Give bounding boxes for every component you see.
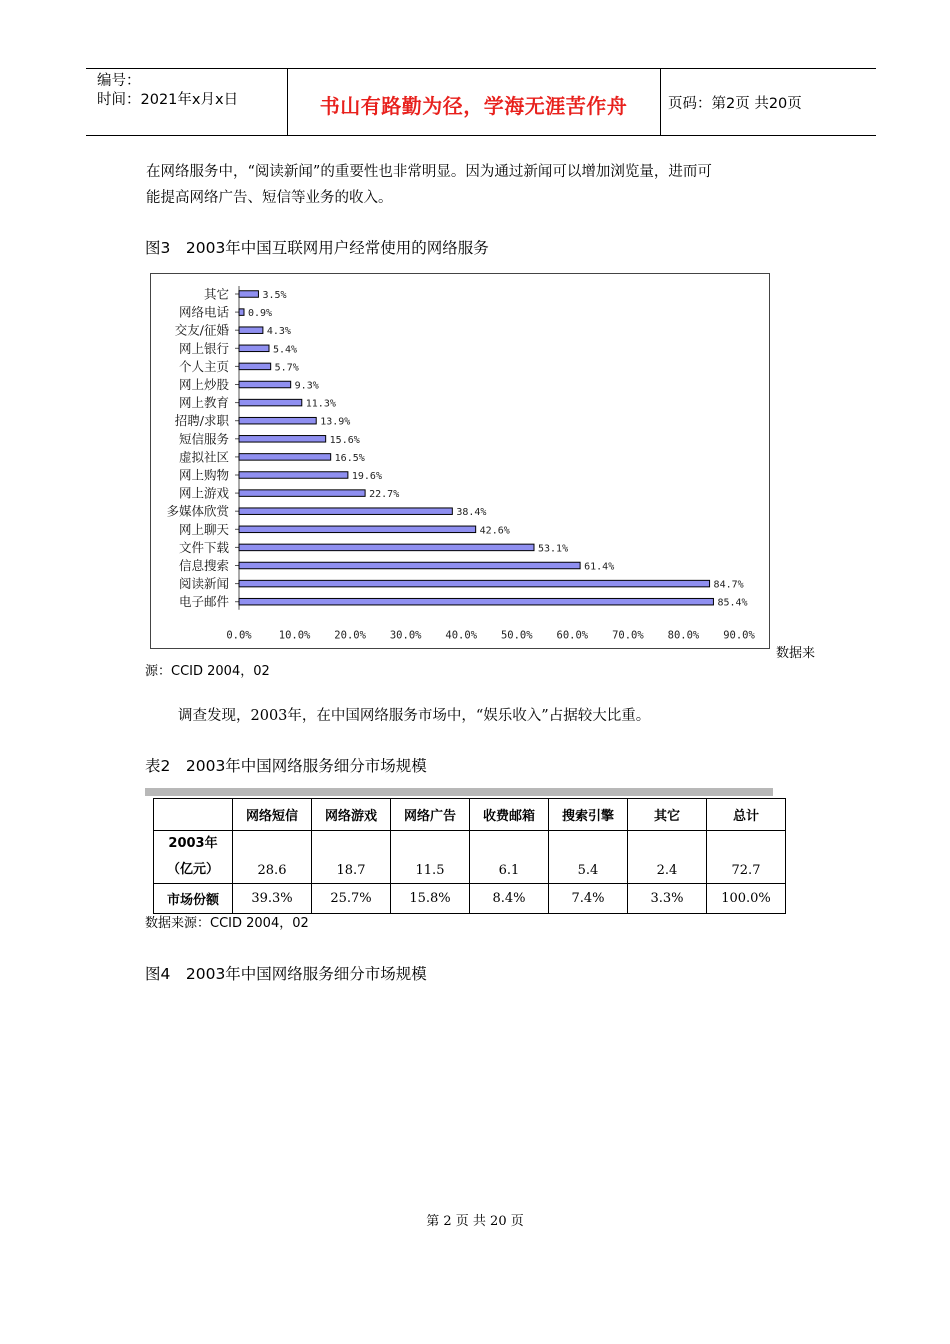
- table-cell: 100.0%: [707, 884, 786, 914]
- category-label: 其它: [203, 286, 229, 302]
- table-cell: 18.7: [312, 831, 391, 884]
- table-cell: 7.4%: [549, 884, 628, 914]
- paragraph-news-importance: [146, 159, 826, 211]
- category-label: 阅读新闻: [178, 576, 229, 592]
- table-cell: 2.4: [628, 831, 707, 884]
- bar: [239, 598, 713, 605]
- table-header-cell: 收费邮箱: [470, 799, 549, 831]
- x-tick-label: 70.0%: [612, 629, 644, 642]
- x-tick-label: 80.0%: [667, 629, 700, 642]
- header-motto: 书山有路勤为径，学海无涯苦作舟: [319, 94, 628, 118]
- table-cell: 8.4%: [470, 884, 549, 914]
- category-label: 网络电话: [178, 304, 229, 320]
- header-page-label: 页码：第2页 共20页: [668, 96, 802, 112]
- x-tick-label: 30.0%: [389, 629, 422, 642]
- table-cell: 11.5: [391, 831, 470, 884]
- paragraph-line: 能提高网络广告、短信等业务的收入。: [146, 190, 393, 206]
- bar: [239, 472, 348, 479]
- bar: [239, 327, 263, 334]
- bar: [239, 417, 316, 424]
- category-label: 网上聊天: [178, 521, 229, 537]
- data-label: 9.3%: [294, 380, 319, 392]
- data-label: 16.5%: [334, 452, 365, 464]
- bar: [239, 562, 580, 569]
- category-label: 短信服务: [178, 431, 229, 447]
- data-label: 22.7%: [369, 489, 400, 501]
- data-label: 42.6%: [479, 525, 510, 537]
- table2-source: 数据来源：CCID 2004，02: [145, 916, 309, 931]
- table-header-cell: 网络短信: [233, 799, 312, 831]
- bar: [239, 454, 331, 461]
- bar: [239, 399, 302, 406]
- bar: [239, 309, 244, 316]
- bar: [239, 291, 258, 298]
- category-label: 交友/征婚: [174, 322, 229, 338]
- row-label-share: 市场份额: [154, 884, 233, 914]
- table-cell: 5.4: [549, 831, 628, 884]
- table-cell: 25.7%: [312, 884, 391, 914]
- category-label: 文件下载: [178, 539, 229, 555]
- category-label: 网上银行: [178, 340, 229, 356]
- paragraph-line: 在网络服务中，“阅读新闻”的重要性也非常明显。因为通过新闻可以增加浏览量，进而可: [146, 164, 712, 180]
- figure3-chart: [150, 273, 770, 649]
- figure4-caption: 图4 2003年中国网络服务细分市场规模: [145, 965, 427, 983]
- data-label: 3.5%: [262, 290, 287, 301]
- data-label: 53.1%: [538, 543, 569, 555]
- data-label: 19.6%: [351, 471, 382, 482]
- category-label: 网上游戏: [178, 485, 229, 501]
- header-bottom-rule: [86, 135, 876, 136]
- data-label: 15.6%: [329, 434, 360, 446]
- table-header-cell: 网络广告: [391, 799, 470, 831]
- table-cell: 3.3%: [628, 884, 707, 914]
- table2-top-bar: [145, 788, 773, 796]
- bar: [239, 526, 476, 533]
- x-tick-label: 60.0%: [556, 629, 589, 642]
- x-tick-label: 40.0%: [445, 629, 478, 642]
- row-label-line: （亿元）: [166, 862, 219, 877]
- category-label: 招聘/求职: [174, 413, 229, 429]
- bar: [239, 363, 271, 370]
- x-tick-label: 20.0%: [334, 629, 366, 642]
- data-label: 5.4%: [273, 344, 298, 356]
- category-label: 网上教育: [178, 395, 229, 411]
- bar-chart-svg: [151, 274, 769, 648]
- data-label: 84.7%: [713, 579, 744, 591]
- header-divider-right: [660, 68, 661, 135]
- table-cell: 39.3%: [233, 884, 312, 914]
- category-label: 网上购物: [178, 467, 229, 483]
- figure3-source-part1: 数据来: [776, 646, 816, 661]
- x-tick-label: 10.0%: [278, 629, 311, 642]
- data-label: 11.3%: [305, 398, 336, 410]
- table-header-cell: 总计: [707, 799, 786, 831]
- bar: [239, 381, 291, 388]
- x-tick-label: 0.0%: [226, 629, 252, 642]
- table-header-cell: 网络游戏: [312, 799, 391, 831]
- data-label: 61.4%: [584, 561, 615, 573]
- data-label: 0.9%: [248, 308, 273, 320]
- category-label: 个人主页: [178, 358, 229, 374]
- bar: [239, 544, 534, 551]
- table-cell: 15.8%: [391, 884, 470, 914]
- table-row-revenue: [154, 831, 786, 884]
- table-header-cell: 其它: [628, 799, 707, 831]
- doc-time-label: 时间：2021年x月x日: [97, 92, 239, 108]
- table-cell: 6.1: [470, 831, 549, 884]
- data-label: 85.4%: [717, 597, 748, 609]
- data-label: 5.7%: [274, 362, 299, 374]
- data-label: 38.4%: [456, 507, 487, 519]
- x-tick-label: 90.0%: [723, 629, 755, 642]
- table2-caption: 表2 2003年中国网络服务细分市场规模: [145, 757, 427, 775]
- category-label: 多媒体欣赏: [166, 503, 229, 519]
- figure3-caption: 图3 2003年中国互联网用户经常使用的网络服务: [145, 239, 489, 257]
- table-header-cell: [154, 799, 233, 831]
- category-label: 网上炒股: [178, 377, 229, 392]
- category-label: 信息搜索: [178, 558, 229, 573]
- table-header-row: [154, 799, 786, 831]
- data-label: 4.3%: [266, 326, 291, 338]
- category-label: 电子邮件: [178, 594, 229, 610]
- market-size-table: [153, 798, 786, 914]
- figure3-source-part2: 源：CCID 2004，02: [145, 664, 270, 679]
- data-label: 13.9%: [320, 416, 351, 428]
- table-header-cell: 搜索引擎: [549, 799, 628, 831]
- doc-number-label: 编号：: [97, 73, 141, 89]
- bar: [239, 345, 269, 352]
- page-footer: 第 2 页 共 20 页: [426, 1214, 524, 1229]
- category-label: 虚拟社区: [178, 449, 229, 465]
- table-cell: 28.6: [233, 831, 312, 884]
- bar: [239, 490, 365, 497]
- table-cell: 72.7: [707, 831, 786, 884]
- header-top-rule: [86, 68, 876, 69]
- table-row-share: [154, 884, 786, 914]
- x-tick-label: 50.0%: [500, 629, 533, 642]
- row-label-line: 2003年: [168, 836, 218, 851]
- bar: [239, 580, 710, 587]
- paragraph-entertainment: 调查发现，2003年，在中国网络服务市场中，“娱乐收入”占据较大比重。: [178, 708, 651, 724]
- row-label-revenue: [154, 831, 233, 884]
- bar: [239, 436, 326, 443]
- bar: [239, 508, 452, 515]
